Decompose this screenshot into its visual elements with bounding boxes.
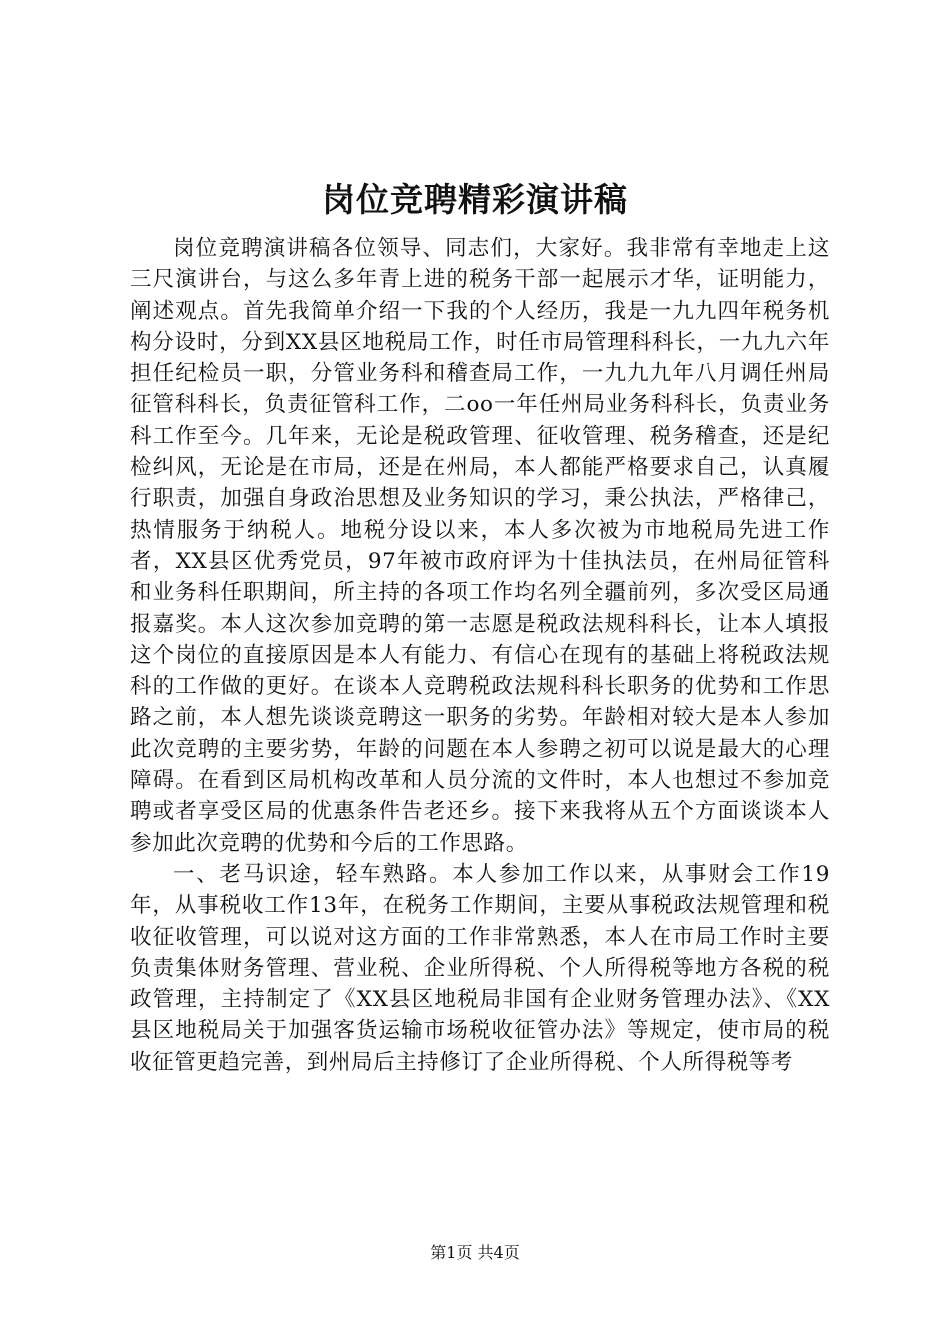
page-number-footer: 第1页 共4页 <box>430 1243 520 1262</box>
body-paragraph-section-one: 一、老马识途，轻车熟路。本人参加工作以来，从事财会工作19年，从事税收工作13年，在税务工作期间，主要从事税政法规管理和税收征收管理，可以说对这方面的工作非常熟悉，本人在市局工作时主要负责集体财务管理、营业税、企业所得税、个人所得税等地方各税的税政管理，主持制定了《XX县区地税局非国有企业财务管理办法》、《XX县区地税局关于加强客货运输市场税收征管办法》等规定，使市局的税收征管更趋完善，到州局后主持修订了企业所得税、个人所得税等考 <box>130 861 830 1075</box>
body-paragraph-intro: 岗位竞聘演讲稿各位领导、同志们，大家好。我非常有幸地走上这三尺演讲台，与这么多年青上进的税务干部一起展示才华，证明能力，阐述观点。首先我简单介绍一下我的个人经历，我是一九九四年税务机构分设时，分到XX县区地税局工作，时任市局管理科科长，一九九六年担任纪检员一职，分管业务科和稽查局工作，一九九九年八月调任州局征管科科长，负责征管科工作，二oo一年任州局业务科科长，负责业务科工作至今。几年来，无论是税政管理、征收管理、税务稽查，还是纪检纠风，无论是在市局，还是在州局，本人都能严格要求自己，认真履行职责，加强自身政治思想及业务知识的学习，秉公执法，严格律己，热情服务于纳税人。地税分设以来，本人多次被为市地税局先进工作者，XX县区优秀党员，97年被市政府评为十佳执法员，在州局征管科和业务科任职期间，所主持的各项工作均名列全疆前列，多次受区局通报嘉奖。本人这次参加竞聘的第一志愿是税政法规科科长，让本人填报这个岗位的直接原因是本人有能力、有信心在现有的基础上将税政法规科的工作做的更好。在谈本人竞聘税政法规科科长职务的优势和工作思路之前，本人想先谈谈竞聘这一职务的劣势。年龄相对较大是本人参加此次竞聘的主要劣势，年龄的问题在本人参聘之初可以说是最大的心理障碍。在看到区局机构改革和人员分流的文件时，本人也想过不参加竞聘或者享受区局的优惠条件告老还乡。接下来我将从五个方面谈谈本人参加此次竞聘的优势和今后的工作思路。 <box>130 236 830 856</box>
document-body <box>130 233 830 1078</box>
document-title: 岗位竞聘精彩演讲稿 <box>322 180 628 219</box>
